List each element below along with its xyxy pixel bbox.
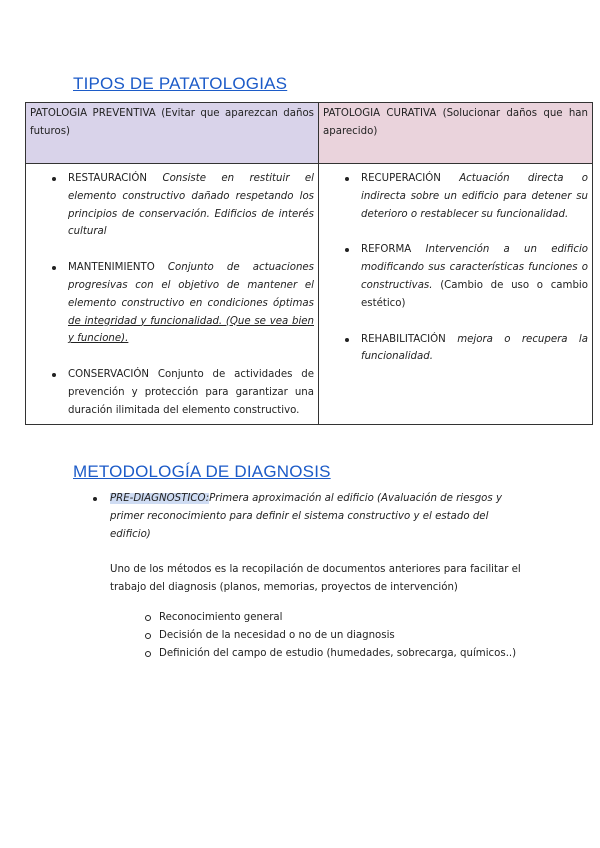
table-body-row (26, 164, 593, 425)
table-header-row (26, 103, 593, 164)
sublist-item: Reconocimiento general (159, 609, 516, 627)
list-item-restauracion (68, 170, 314, 241)
definition-conservacion: Conjunto de actividades de prevención y protección para garantizar una duración ilimitada del elemento constructivo. (68, 369, 314, 416)
term-conservacion: CONSERVACIÓN (68, 369, 150, 381)
preventiva-list (30, 170, 314, 420)
prediagnostico-label: PRE-DIAGNOSTICO: (110, 493, 210, 504)
definition-recuperacion: Actuación directa o indirecta sobre un edificio para detener su deterioro o restablecer su funcionalidad. (361, 173, 588, 220)
definition-reforma-extra: (Cambio de uso o cambio estético) (361, 279, 588, 309)
section-title-tipos: TIPOS DE PATATOLOGIAS (73, 74, 288, 93)
sublist-item: Definición del campo de estudio (humedades, sobrecarga, químicos..) (159, 645, 516, 663)
prediagnostico-item (110, 490, 505, 543)
term-mantenimiento: MANTENIMIENTO (68, 262, 155, 274)
prediagnostico-text: Primera aproximación al edificio (Avaluación de riesgos y primer reconocimiento para definir el sistema constructivo y el estado del edificio) (110, 493, 502, 540)
diagnosis-paragraph: Uno de los métodos es la recopilación de documentos anteriores para facilitar el trabajo del diagnosis (planos, memorias, proyectos de intervención) (110, 564, 521, 593)
curativa-list (323, 170, 588, 366)
term-restauracion: RESTAURACIÓN (68, 173, 148, 184)
list-item-conservacion (68, 366, 314, 419)
definition-rehabilitacion: mejora o recupera la funcionalidad. (361, 333, 588, 363)
pathology-types-table (25, 102, 593, 425)
list-item-recuperacion (361, 170, 588, 223)
cell-preventiva (26, 164, 319, 425)
definition-mantenimiento: Conjunto de actuaciones progresivas con el objetivo de mantener el elemento constructivo en condiciones óptimas (68, 262, 314, 309)
sublist-item: Decisión de la necesidad o no de un diagnosis (159, 627, 516, 645)
cell-curativa (319, 164, 593, 425)
header-preventiva: PATOLOGIA PREVENTIVA (Evitar que aparezcan daños futuros) (26, 103, 319, 164)
diagnosis-sublist (159, 609, 516, 663)
list-item-mantenimiento (68, 259, 314, 348)
list-item-reforma (361, 241, 588, 312)
list-item-rehabilitacion (361, 331, 588, 367)
term-recuperacion: RECUPERACIÓN (361, 173, 441, 184)
term-reforma: REFORMA (361, 244, 412, 256)
definition-mantenimiento-underlined: de integridad y funcionalidad. (Que se vea bien y funcione). (68, 315, 314, 345)
section-title-metodologia: METODOLOGÍA DE DIAGNOSIS (73, 462, 331, 481)
header-curativa: PATOLOGIA CURATIVA (Solucionar daños que han aparecido) (319, 103, 593, 164)
term-rehabilitacion: REHABILITACIÓN (361, 333, 446, 345)
definition-reforma: Intervención a un edificio modificando sus características funciones o constructivas. (361, 244, 589, 291)
definition-restauracion: Consiste en restituir el elemento constructivo dañado respetando los principios de conservación. Edificios de interés cultural (68, 173, 314, 238)
